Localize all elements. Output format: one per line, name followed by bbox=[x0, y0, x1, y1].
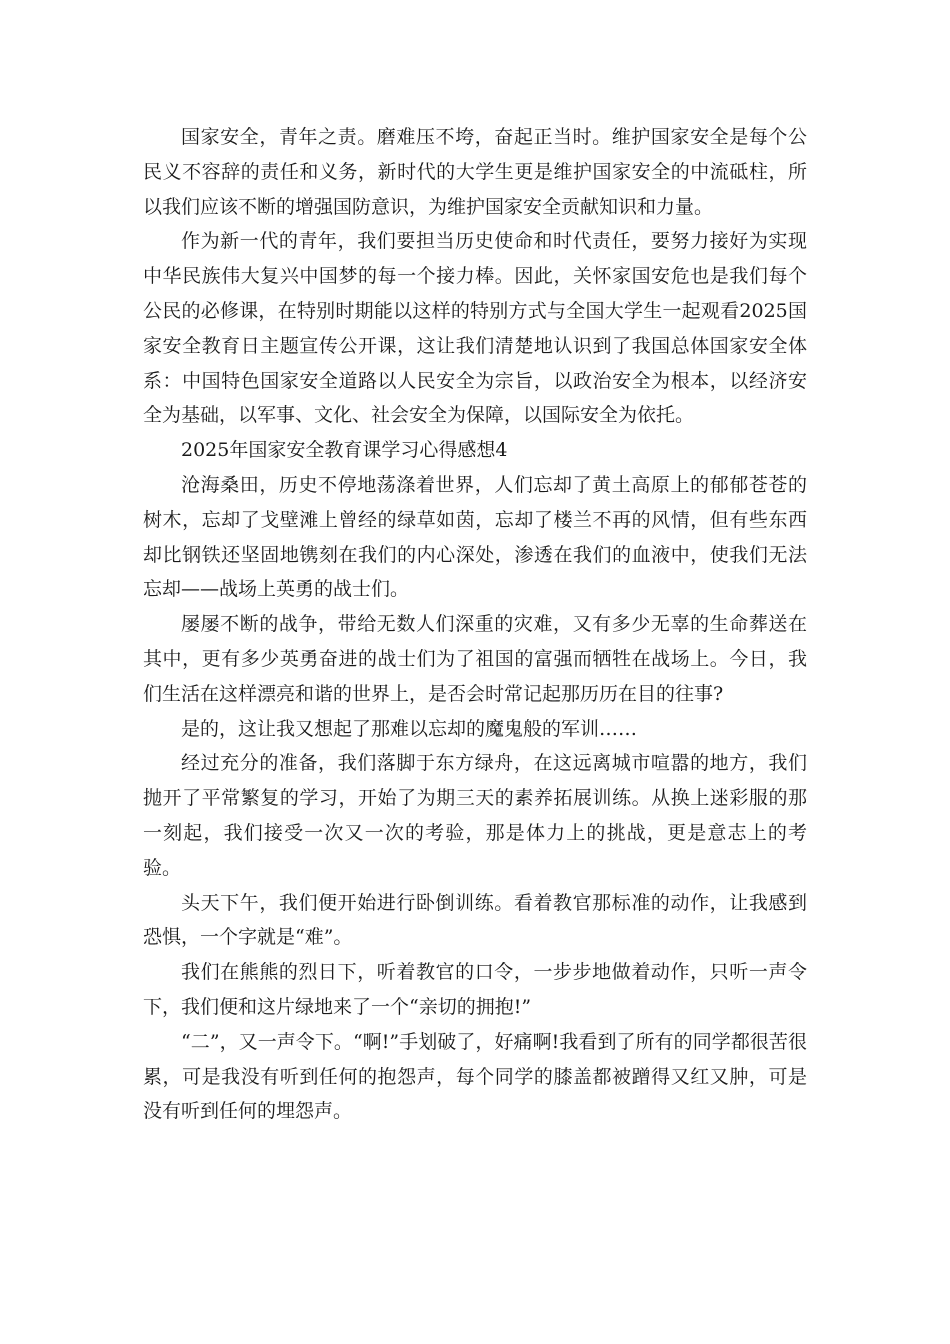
section-heading: 2025年国家安全教育课学习心得感想4 bbox=[181, 439, 508, 462]
paragraph-4: 屡屡不断的战争，带给无数人们深重的灾难，又有多少无辜的生命葬送在其中，更有多少英勇奋进的战士们为了祖国的富强而牺牲在战场上。今日，我们生活在这样漂亮和谐的世界上，是否会时常记起那历历在目的往事? bbox=[143, 613, 807, 705]
paragraph-6: 经过充分的准备，我们落脚于东方绿舟，在这远离城市喧嚣的地方，我们抛开了平常繁复的学习，开始了为期三天的素养拓展训练。从换上迷彩服的那一刻起，我们接受一次又一次的考验，那是体力上的挑战，更是意志上的考验。 bbox=[143, 752, 807, 879]
paragraph-3: 沧海桑田，历史不停地荡涤着世界，人们忘却了黄土高原上的郁郁苍苍的树木，忘却了戈壁滩上曾经的绿草如茵，忘却了楼兰不再的风情，但有些东西却比钢铁还坚固地镌刻在我们的内心深处，渗透在我们的血液中，使我们无法忘却——战场上英勇的战士们。 bbox=[143, 473, 807, 601]
paragraph-2: 作为新一代的青年，我们要担当历史使命和时代责任，要努力接好为实现中华民族伟大复兴中国梦的每一个接力棒。因此，关怀家国安危也是我们每个公民的必修课，在特别时期能以这样的特别方式与全国大学生一起观看2025国家安全教育日主题宣传公开课，这让我们清楚地认识到了我国总体国家安全体系：中国特色国家安全道路以人民安全为宗旨，以政治安全为根本，以经济安全为基础，以军事、文化、社会安全为保障，以国际安全为依托。 bbox=[143, 230, 807, 427]
paragraph-5: 是的，这让我又想起了那难以忘却的魔鬼般的军训…… bbox=[181, 717, 638, 740]
paragraph-8: 我们在熊熊的烈日下，听着教官的口令，一步步地做着动作，只听一声令下，我们便和这片绿地来了一个“亲切的拥抱!” bbox=[143, 961, 807, 1018]
paragraph-1: 国家安全，青年之责。磨难压不垮，奋起正当时。维护国家安全是每个公民义不容辞的责任和义务，新时代的大学生更是维护国家安全的中流砥柱，所以我们应该不断的增强国防意识，为维护国家安全贡献知识和力量。 bbox=[143, 126, 807, 218]
document-body bbox=[143, 120, 807, 1129]
paragraph-7: 头天下午，我们便开始进行卧倒训练。看着教官那标准的动作，让我感到恐惧，一个字就是“难”。 bbox=[143, 891, 807, 949]
paragraph-9: “二”，又一声令下。“啊!”手划破了，好痛啊!我看到了所有的同学都很苦很累，可是我没有听到任何的抱怨声，每个同学的膝盖都被蹭得又红又肿，可是没有听到任何的埋怨声。 bbox=[143, 1030, 807, 1123]
